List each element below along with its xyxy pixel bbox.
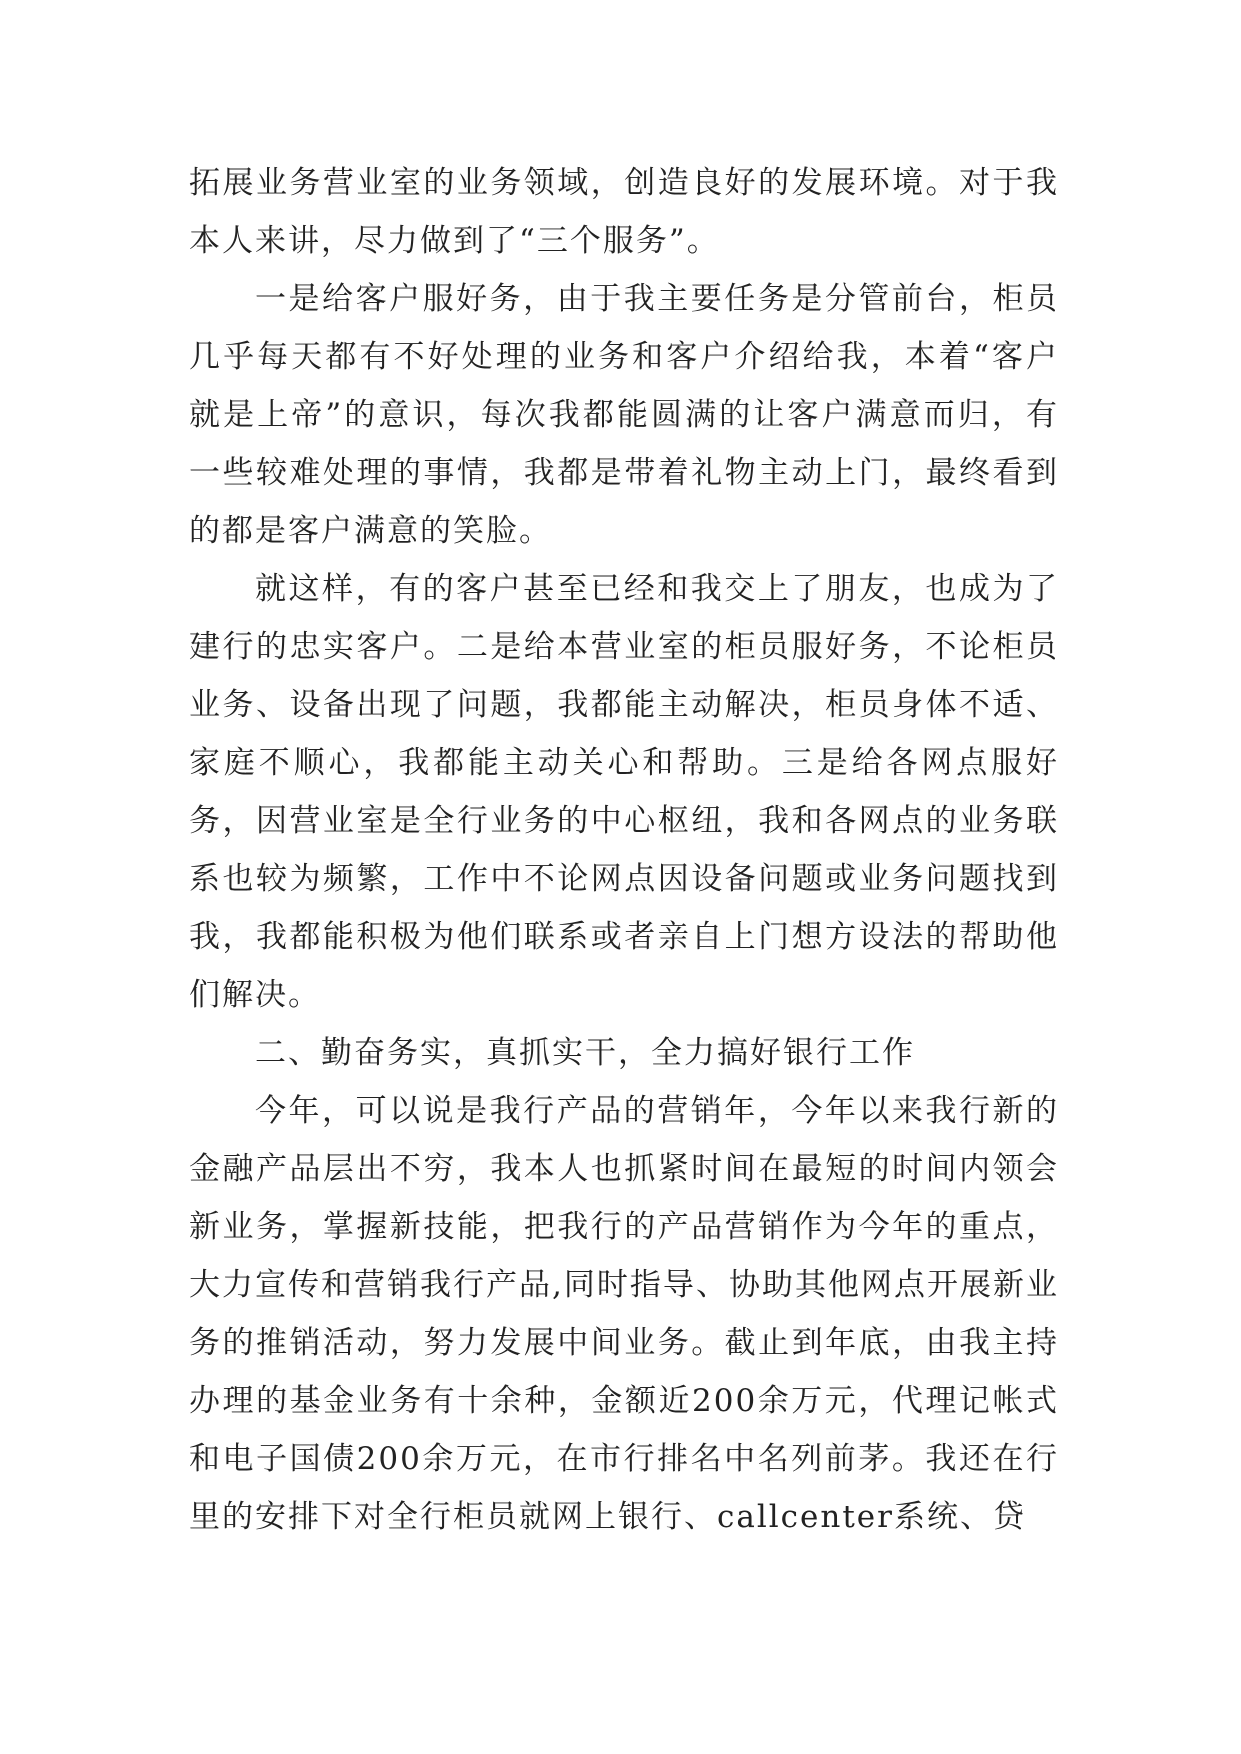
paragraph-continuation: 拓展业务营业室的业务领域，创造良好的发展环境。对于我本人来讲，尽力做到了“三个服务”。 — [189, 165, 1059, 259]
paragraph-product-marketing: 今年，可以说是我行产品的营销年，今年以来我行新的金融产品层出不穷，我本人也抓紧时间在最短的时间内领会新业务，掌握新技能，把我行的产品营销作为今年的重点，大力宣传和营销我行产品,同时指导、协助其他网点开展新业务的推销活动，努力发展中间业务。截止到年底，由我主持办理的基金业务有十余种，金额近200余万元，代理记帐式和电子国债200余万元，在市行排名中名列前茅。我还在行里的安排下对全行柜员就网上银行、callcenter系统、贷 — [189, 1093, 1059, 1535]
section-heading: 二、勤奋务实，真抓实干，全力搞好银行工作 — [255, 1035, 915, 1071]
paragraph-customer-service: 一是给客户服好务，由于我主要任务是分管前台，柜员几乎每天都有不好处理的业务和客户介绍给我，本着“客户就是上帝”的意识，每次我都能圆满的让客户满意而归，有一些较难处理的事情，我都是带着礼物主动上门，最终看到的都是客户满意的笑脸。 — [189, 281, 1059, 549]
document-body — [189, 154, 1059, 1546]
paragraph-teller-branch-service: 就这样，有的客户甚至已经和我交上了朋友，也成为了建行的忠实客户。二是给本营业室的柜员服好务，不论柜员业务、设备出现了问题，我都能主动解决，柜员身体不适、家庭不顺心，我都能主动关心和帮助。三是给各网点服好务，因营业室是全行业务的中心枢纽，我和各网点的业务联系也较为频繁，工作中不论网点因设备问题或业务问题找到我，我都能积极为他们联系或者亲自上门想方设法的帮助他们解决。 — [189, 571, 1059, 1013]
